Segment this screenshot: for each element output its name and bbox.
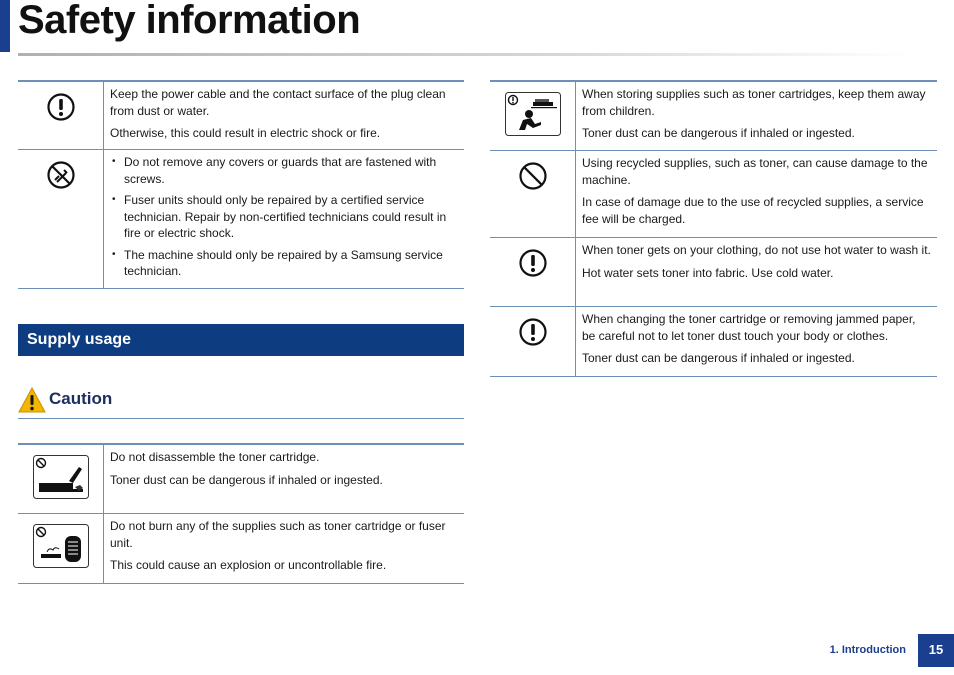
title-accent-bar [0,0,10,52]
safety-text: Do not burn any of the supplies such as toner cartridge or fuser unit. [110,519,446,550]
keep-from-children-icon [505,92,561,136]
safety-text: Toner dust can be dangerous if inhaled or ingested. [110,472,383,487]
exclamation-circle-icon [518,317,548,347]
safety-text: Toner dust can be dangerous if inhaled or ingested. [582,126,855,140]
table-row [490,238,937,307]
table-row [18,82,464,150]
icon-cell [490,238,576,306]
text-cell [576,151,937,237]
safety-text: Toner dust can be dangerous if inhaled or ingested. [582,351,855,365]
text-cell [104,82,464,149]
section-heading-supply-usage: Supply usage [18,324,464,356]
supply-usage-table [18,443,464,584]
bullet-list [110,154,458,280]
caution-label: Caution [49,389,113,408]
title-rule [18,53,913,56]
no-disassemble-icon [46,160,76,190]
exclamation-circle-icon [518,248,548,278]
warning-triangle-icon [18,386,46,414]
no-burn-supplies-icon [33,524,89,568]
table-row [490,307,937,377]
icon-cell [490,82,576,150]
caution-header [18,386,464,419]
table-row [490,151,937,238]
prohibited-icon [518,161,548,191]
table-row [18,445,464,514]
text-cell [576,307,937,376]
text-cell [104,150,464,288]
footer-chapter-label: 1. Introduction [829,644,906,656]
right-safety-table [490,80,937,377]
icon-cell [18,82,104,149]
safety-text: Do not disassemble the toner cartridge. [110,450,320,464]
text-cell [104,445,464,513]
list-item: • Fuser units should only be repaired by a certified service technician. Repair by non-certified technicians could result in fire or electric shock. [124,192,458,242]
text-cell [576,82,937,150]
safety-text: Using recycled supplies, such as toner, can cause damage to the machine. [582,156,928,187]
safety-text: Otherwise, this could result in electric shock or fire. [110,126,381,140]
text-cell [576,238,937,306]
table-row [18,150,464,289]
exclamation-circle-icon [46,92,76,122]
table-row [18,514,464,584]
list-item: • The machine should only be repaired by a Samsung service technician. [124,247,458,280]
safety-text: Hot water sets toner into fabric. Use cold water. [582,265,834,280]
left-safety-table [18,80,464,289]
no-disassemble-cartridge-icon [33,455,89,499]
page-title: Safety information [18,0,361,42]
table-row [490,82,937,151]
list-item: • Do not remove any covers or guards that are fastened with screws. [124,154,458,187]
safety-text: This could cause an explosion or uncontrollable fire. [110,558,387,572]
icon-cell [490,151,576,237]
safety-text: When toner gets on your clothing, do not use hot water to wash it. [582,243,931,257]
page-number: 15 [918,634,954,667]
safety-text: When changing the toner cartridge or removing jammed paper, be careful not to let toner dust touch your body or clothes. [582,312,916,343]
safety-text: Keep the power cable and the contact surface of the plug clean from dust or water. [110,87,446,118]
icon-cell [490,307,576,376]
icon-cell [18,514,104,583]
icon-cell [18,445,104,513]
text-cell [104,514,464,583]
icon-cell [18,150,104,288]
safety-text: When storing supplies such as toner cartridges, keep them away from children. [582,87,926,118]
safety-text: In case of damage due to the use of recycled supplies, a service fee will be charged. [582,195,924,226]
